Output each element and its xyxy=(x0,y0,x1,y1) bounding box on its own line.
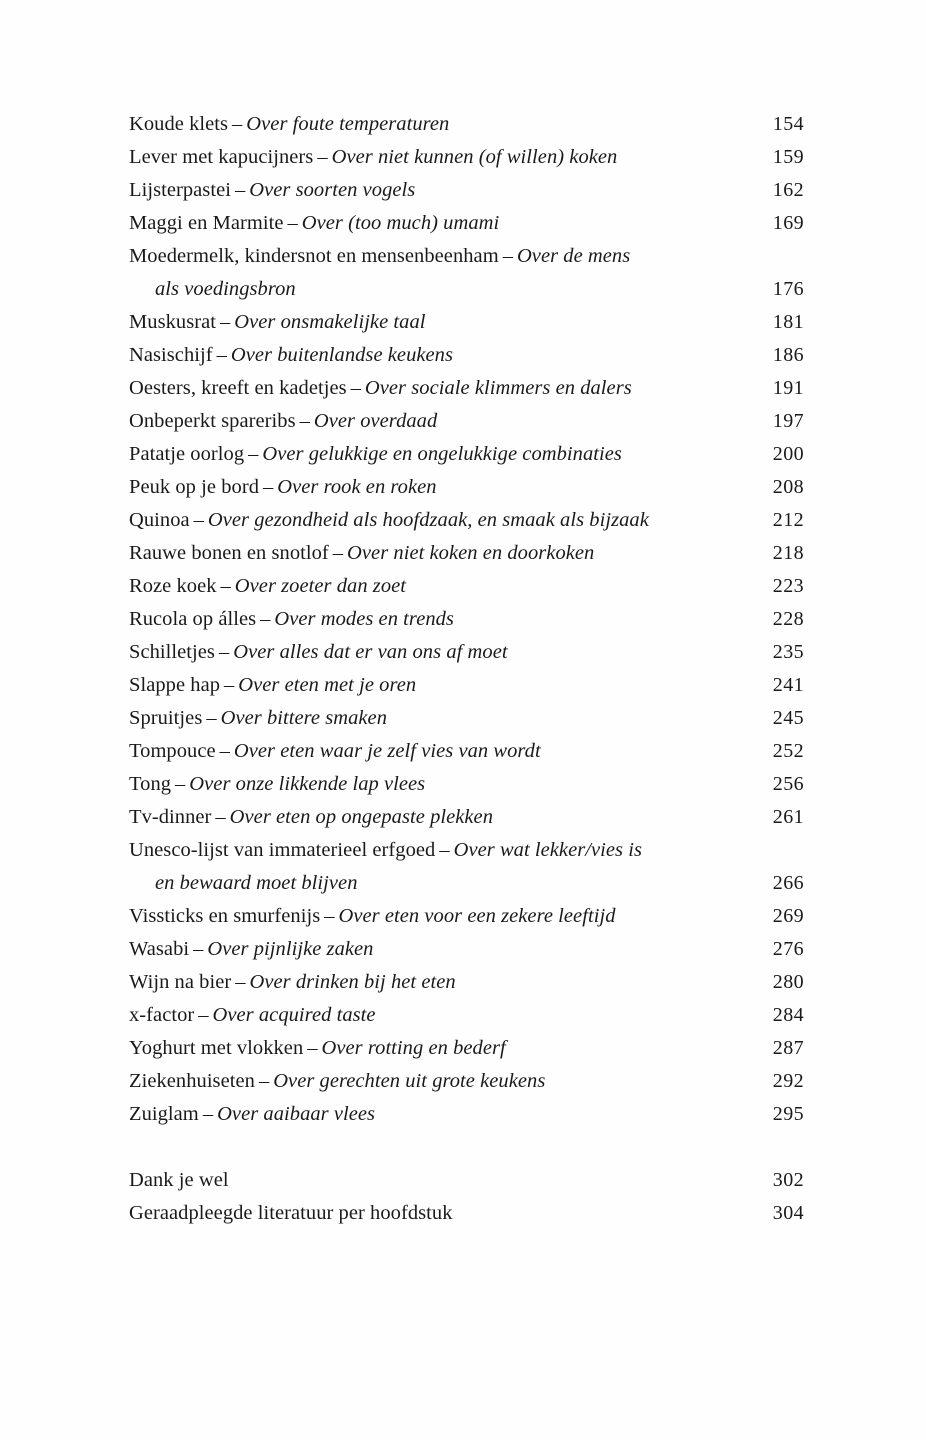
toc-entry-dash: – xyxy=(220,311,231,333)
toc-entry-page-number: 266 xyxy=(772,872,804,894)
toc-entry[interactable] xyxy=(129,1098,804,1131)
toc-entry-subtitle: Over onsmakelijke taal xyxy=(234,311,426,333)
toc-entry-title: Patatje oorlog xyxy=(129,443,245,465)
toc-entry-line xyxy=(129,570,804,603)
toc-entry-title: Wasabi xyxy=(129,938,190,960)
toc-entry-page-number: 154 xyxy=(772,113,804,135)
toc-entry-title: Tong xyxy=(129,773,172,795)
toc-entry-line xyxy=(129,537,804,570)
toc-entry-page-number: 304 xyxy=(772,1202,804,1224)
toc-entry-dash: – xyxy=(235,971,246,993)
toc-entry-subtitle-continued: als voedingsbron xyxy=(155,278,296,300)
toc-entry-dash: – xyxy=(219,740,230,762)
toc-entry-line-continued xyxy=(129,867,804,900)
toc-entry-title: Peuk op je bord xyxy=(129,476,259,498)
toc-entry-dash: – xyxy=(202,1103,214,1125)
toc-entry-title: Lever met kapucijners xyxy=(129,146,314,168)
toc-entry[interactable] xyxy=(129,174,804,207)
toc-entry-subtitle: Over pijnlijke zaken xyxy=(207,938,374,960)
toc-entry-line xyxy=(129,1032,804,1065)
toc-entry-dash: – xyxy=(206,707,217,729)
toc-entry-page-number: 191 xyxy=(772,377,804,399)
toc-entry-line xyxy=(129,207,804,240)
toc-entry[interactable] xyxy=(129,141,804,174)
toc-entry-title: Rauwe bonen en snotlof xyxy=(129,542,329,564)
toc-list xyxy=(129,108,804,1230)
toc-entry-page-number: 228 xyxy=(772,608,804,630)
toc-entry-title: Ziekenhuiseten xyxy=(129,1070,255,1092)
toc-entry-dash: – xyxy=(175,773,186,795)
toc-entry-title: Yoghurt met vlokken xyxy=(129,1037,304,1059)
toc-entry-subtitle: Over bittere smaken xyxy=(220,707,388,729)
toc-entry-line xyxy=(129,966,804,999)
toc-entry-line xyxy=(129,801,804,834)
toc-entry-subtitle: Over drinken bij het eten xyxy=(249,971,456,993)
toc-entry-line xyxy=(129,933,804,966)
toc-entry-subtitle: Over gerechten uit grote keukens xyxy=(273,1070,546,1092)
toc-entry-line xyxy=(129,603,804,636)
toc-entry-subtitle: Over eten voor een zekere leeftijd xyxy=(338,905,616,927)
toc-entry-line xyxy=(129,405,804,438)
toc-entry-title: Lijsterpastei xyxy=(129,179,231,201)
toc-entry-dash: – xyxy=(193,509,204,531)
toc-entry-page-number: 208 xyxy=(772,476,804,498)
toc-entry-line xyxy=(129,240,804,273)
toc-entry-line xyxy=(129,372,804,405)
toc-entry-dash: – xyxy=(324,905,335,927)
toc-entry-title: Zuiglam xyxy=(129,1103,199,1125)
toc-entry-title: Koude klets xyxy=(129,113,229,135)
toc-entry-page-number: 292 xyxy=(772,1070,804,1092)
toc-entry-subtitle: Over alles dat er van ons af moet xyxy=(233,641,508,663)
toc-entry-page-number: 212 xyxy=(772,509,804,531)
toc-entry-subtitle: Over eten op ongepaste plekken xyxy=(229,806,494,828)
toc-entry-line xyxy=(129,1164,804,1197)
toc-entry-title: Wijn na bier xyxy=(129,971,232,993)
toc-entry-line xyxy=(129,702,804,735)
toc-entry-subtitle: Over eten met je oren xyxy=(238,674,417,696)
toc-entry-title: Geraadpleegde literatuur per hoofdstuk xyxy=(129,1202,453,1224)
toc-entry-page-number: 197 xyxy=(772,410,804,432)
toc-entry-subtitle: Over overdaad xyxy=(313,410,438,432)
toc-entry-line xyxy=(129,306,804,339)
toc-entry-line xyxy=(129,471,804,504)
toc-entry[interactable] xyxy=(129,801,804,834)
toc-entry[interactable] xyxy=(129,207,804,240)
toc-entry-subtitle: Over buitenlandse keukens xyxy=(230,344,453,366)
toc-entry-line xyxy=(129,768,804,801)
toc-entry-dash: – xyxy=(260,608,271,630)
toc-entry[interactable] xyxy=(129,669,804,702)
toc-entry[interactable] xyxy=(129,339,804,372)
toc-entry-line xyxy=(129,108,804,141)
toc-entry-title: Nasischijf xyxy=(129,344,213,366)
toc-entry-line xyxy=(129,669,804,702)
toc-entry-dash: – xyxy=(248,443,259,465)
toc-entry-title: Onbeperkt spareribs xyxy=(129,410,296,432)
toc-entry-subtitle: Over sociale klimmers en dalers xyxy=(364,377,632,399)
toc-entry-page-number: 295 xyxy=(772,1103,804,1125)
toc-entry[interactable] xyxy=(129,438,804,471)
toc-entry-line xyxy=(129,141,804,174)
toc-entry-subtitle: Over eten waar je zelf vies van wordt xyxy=(233,740,541,762)
toc-entry-dash: – xyxy=(216,344,227,366)
toc-entry-page-number: 256 xyxy=(772,773,804,795)
toc-entry-dash: – xyxy=(198,1004,209,1026)
toc-entry-title: Vissticks en smurfenijs xyxy=(129,905,321,927)
toc-entry-subtitle: Over gelukkige en ongelukkige combinaties xyxy=(262,443,622,465)
toc-entry[interactable] xyxy=(129,999,804,1032)
toc-entry-subtitle: Over rook en roken xyxy=(277,476,437,498)
toc-entry-line xyxy=(129,834,804,867)
toc-entry-dash: – xyxy=(193,938,204,960)
toc-entry-subtitle: Over (too much) umami xyxy=(301,212,500,234)
toc-entry-title: Tompouce xyxy=(129,740,216,762)
toc-entry[interactable] xyxy=(129,900,804,933)
toc-entry-page-number: 241 xyxy=(772,674,804,696)
toc-entry[interactable] xyxy=(129,933,804,966)
toc-entry-title: Moedermelk, kindersnot en mensenbeenham xyxy=(129,245,499,267)
toc-entry-page-number: 261 xyxy=(772,806,804,828)
toc-entry-subtitle: Over onze likkende lap vlees xyxy=(189,773,426,795)
toc-entry[interactable] xyxy=(129,702,804,735)
toc-entry-line xyxy=(129,174,804,207)
toc-entry[interactable] xyxy=(129,570,804,603)
toc-entry-title: Unesco-lijst van immaterieel erfgoed xyxy=(129,839,436,861)
toc-entry-dash: – xyxy=(218,641,230,663)
toc-entry-subtitle: Over rotting en bederf xyxy=(321,1037,506,1059)
toc-entry-title: Dank je wel xyxy=(129,1169,229,1191)
toc-entry-title: Schilletjes xyxy=(129,641,215,663)
toc-entry-subtitle: Over modes en trends xyxy=(274,608,454,630)
toc-entry-page-number: 159 xyxy=(772,146,804,168)
toc-entry-page-number: 302 xyxy=(772,1169,804,1191)
toc-entry[interactable] xyxy=(129,306,804,339)
toc-entry[interactable] xyxy=(129,1032,804,1065)
toc-entry-page-number: 287 xyxy=(772,1037,804,1059)
toc-entry-title: Rucola op álles xyxy=(129,608,257,630)
toc-entry-line xyxy=(129,735,804,768)
toc-entry-subtitle: Over acquired taste xyxy=(212,1004,376,1026)
toc-entry-page-number: 162 xyxy=(772,179,804,201)
toc-entry[interactable] xyxy=(129,240,804,306)
toc-entry-page-number: 280 xyxy=(772,971,804,993)
toc-entry[interactable] xyxy=(129,966,804,999)
toc-entry-dash: – xyxy=(439,839,450,861)
toc-entry-dash: – xyxy=(502,245,513,267)
toc-entry-page-number: 284 xyxy=(772,1004,804,1026)
toc-entry[interactable] xyxy=(129,537,804,570)
toc-entry[interactable] xyxy=(129,1164,804,1197)
toc-entry-subtitle: Over niet koken en doorkoken xyxy=(347,542,595,564)
toc-entry-subtitle: Over soorten vogels xyxy=(249,179,416,201)
toc-entry-dash: – xyxy=(215,806,226,828)
toc-entry-page-number: 169 xyxy=(772,212,804,234)
toc-entry[interactable] xyxy=(129,471,804,504)
toc-entry-dash: – xyxy=(317,146,328,168)
toc-entry-page-number: 235 xyxy=(772,641,804,663)
toc-entry-dash: – xyxy=(307,1037,318,1059)
toc-entry-subtitle-continued: en bewaard moet blijven xyxy=(155,872,358,894)
toc-entry-dash: – xyxy=(224,674,235,696)
toc-entry-dash: – xyxy=(258,1070,270,1092)
toc-entry-subtitle: Over niet kunnen (of willen) koken xyxy=(331,146,618,168)
toc-entry-page-number: 276 xyxy=(772,938,804,960)
toc-entry-subtitle: Over gezondheid als hoofdzaak, en smaak als bijzaak xyxy=(207,509,649,531)
toc-backmatter-entries xyxy=(129,1164,804,1230)
toc-entry-line xyxy=(129,504,804,537)
toc-entry-title: Roze koek xyxy=(129,575,217,597)
toc-entry-title: Spruitjes xyxy=(129,707,203,729)
toc-entry-page-number: 245 xyxy=(772,707,804,729)
toc-entry-dash: – xyxy=(232,113,243,135)
toc-entry[interactable] xyxy=(129,735,804,768)
toc-entry[interactable] xyxy=(129,108,804,141)
toc-entry-page-number: 186 xyxy=(772,344,804,366)
toc-entry-subtitle: Over wat lekker/vies is xyxy=(453,839,643,861)
toc-entry-line xyxy=(129,999,804,1032)
toc-entry-dash: – xyxy=(287,212,298,234)
toc-entry-line xyxy=(129,339,804,372)
toc-entry-title: Slappe hap xyxy=(129,674,221,696)
toc-entry-dash: – xyxy=(234,179,246,201)
toc-entry-line xyxy=(129,1065,804,1098)
toc-entry-title: Quinoa xyxy=(129,509,190,531)
toc-entry[interactable] xyxy=(129,834,804,900)
toc-entry-page-number: 223 xyxy=(772,575,804,597)
toc-entry-page-number: 200 xyxy=(772,443,804,465)
toc-entry-page-number: 252 xyxy=(772,740,804,762)
toc-entry-title: Tv-dinner xyxy=(129,806,212,828)
toc-entry-page-number: 269 xyxy=(772,905,804,927)
toc-entry-dash: – xyxy=(332,542,344,564)
toc-entry-line xyxy=(129,900,804,933)
toc-entry[interactable] xyxy=(129,603,804,636)
toc-entry-subtitle: Over foute temperaturen xyxy=(246,113,450,135)
toc-section-gap xyxy=(129,1131,804,1164)
toc-entry-line xyxy=(129,438,804,471)
toc-entry[interactable] xyxy=(129,1065,804,1098)
toc-entry[interactable] xyxy=(129,504,804,537)
toc-entry-dash: – xyxy=(220,575,231,597)
toc-entry-page-number: 176 xyxy=(772,278,804,300)
toc-entry[interactable] xyxy=(129,372,804,405)
toc-entry-title: Maggi en Marmite xyxy=(129,212,284,234)
toc-entry-line xyxy=(129,1098,804,1131)
toc-entry-dash: – xyxy=(350,377,361,399)
toc-entry-line-continued xyxy=(129,273,804,306)
toc-entry[interactable] xyxy=(129,768,804,801)
toc-entry-line xyxy=(129,1197,804,1230)
toc-entry[interactable] xyxy=(129,636,804,669)
toc-entry[interactable] xyxy=(129,405,804,438)
toc-entry-title: Muskusrat xyxy=(129,311,217,333)
toc-entry-dash: – xyxy=(299,410,310,432)
toc-entry-page-number: 218 xyxy=(772,542,804,564)
toc-entry-page-number: 181 xyxy=(772,311,804,333)
toc-entry-title: Oesters, kreeft en kadetjes xyxy=(129,377,347,399)
toc-entry-title: x-factor xyxy=(129,1004,195,1026)
toc-chapter-entries xyxy=(129,108,804,1131)
toc-entry-dash: – xyxy=(263,476,274,498)
toc-entry-subtitle: Over de mens xyxy=(516,245,631,267)
toc-entry-line xyxy=(129,636,804,669)
toc-entry-subtitle: Over aaibaar vlees xyxy=(217,1103,376,1125)
toc-entry[interactable] xyxy=(129,1197,804,1230)
toc-entry-subtitle: Over zoeter dan zoet xyxy=(234,575,407,597)
